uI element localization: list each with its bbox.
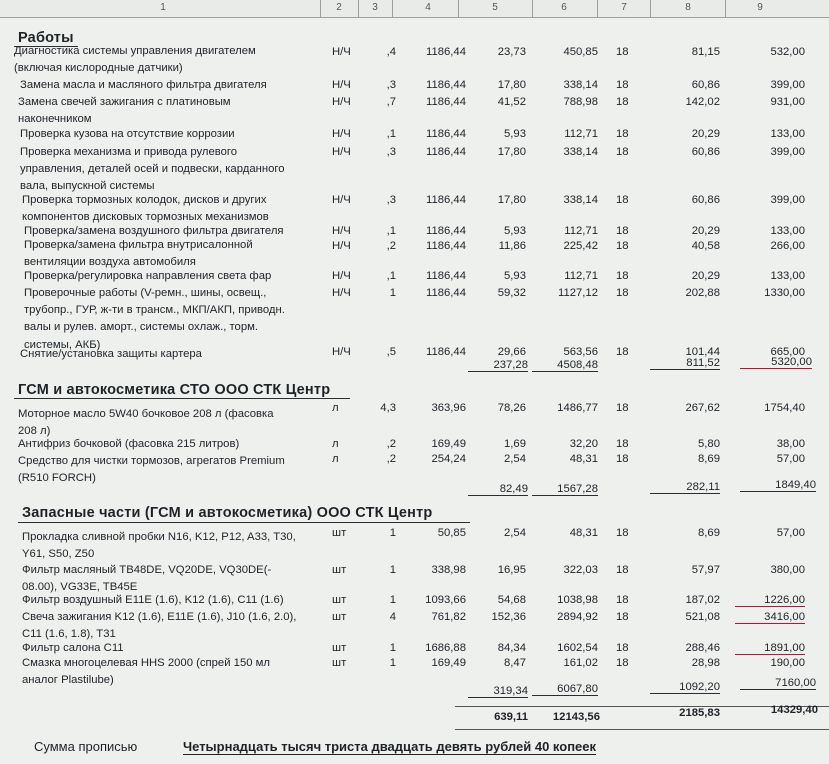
item-description: Замена свечей зажигания с платиновым xyxy=(18,96,231,108)
sum: 338,14 xyxy=(563,79,598,91)
item-description-continued: аналог Plastilube) xyxy=(22,674,114,687)
tax-amount: 81,15 xyxy=(691,46,720,58)
item-description: Проверочные работы (V-ремн., шины, освещ., xyxy=(24,287,267,299)
subtotal-sum: 4508,48 xyxy=(532,359,598,372)
quantity: 1 xyxy=(389,642,396,654)
tax-amount: 8,69 xyxy=(698,527,720,539)
price: 1186,44 xyxy=(426,346,466,358)
tax-rate: 18 xyxy=(616,240,629,252)
vat-amount: 41,52 xyxy=(497,96,526,108)
unit: шт xyxy=(332,527,347,539)
quantity: ,3 xyxy=(386,79,396,91)
sum: 225,42 xyxy=(563,240,598,252)
line-total: 3416,00 xyxy=(735,611,805,624)
tax-amount: 60,86 xyxy=(691,194,720,206)
subtotal-tax: 811,52 xyxy=(650,357,720,370)
sum: 112,71 xyxy=(564,270,598,282)
tax-amount: 20,29 xyxy=(691,128,720,140)
vat-amount: 5,93 xyxy=(504,225,526,237)
vat-amount: 84,34 xyxy=(497,642,526,654)
tax-rate: 18 xyxy=(616,128,629,140)
tax-rate: 18 xyxy=(616,194,629,206)
quantity: ,1 xyxy=(386,128,396,140)
tax-rate: 18 xyxy=(616,46,629,58)
quantity: ,3 xyxy=(386,146,396,158)
unit: Н/Ч xyxy=(332,96,351,108)
section-title-gsm: ГСМ и автокосметика СТО ООО СТК Центр xyxy=(18,382,331,398)
tax-amount: 57,97 xyxy=(691,564,720,576)
line-total: 1891,00 xyxy=(735,642,805,655)
tax-rate: 18 xyxy=(616,287,629,299)
item-description: Фильтр салона C11 xyxy=(22,642,124,654)
item-description: Антифриз бочковой (фасовка 215 литров) xyxy=(18,438,240,450)
tax-amount: 60,86 xyxy=(691,146,720,158)
item-description-continued: (включая кислородные датчики) xyxy=(14,62,183,75)
vat-amount: 23,73 xyxy=(497,46,526,58)
tax-rate: 18 xyxy=(616,594,629,606)
line-total: 399,00 xyxy=(770,194,805,206)
line-total: 380,00 xyxy=(770,564,805,576)
item-description: Средство для чистки тормозов, агрегатов Premium xyxy=(18,455,285,467)
unit: шт xyxy=(332,657,347,669)
unit: Н/Ч xyxy=(332,146,351,158)
item-description: Проверка/замена фильтра внутрисалонной xyxy=(24,239,253,251)
vat-amount: 2,54 xyxy=(504,453,526,465)
unit: Н/Ч xyxy=(332,194,351,206)
quantity: 1 xyxy=(389,657,396,669)
sum: 450,85 xyxy=(563,46,598,58)
subtotal-vat: 82,49 xyxy=(468,483,528,496)
item-description: Проверка/замена воздушного фильтра двигателя xyxy=(24,225,284,237)
sum: 322,03 xyxy=(563,564,598,576)
sum: 338,14 xyxy=(563,194,598,206)
vat-amount: 8,47 xyxy=(504,657,526,669)
item-description: Снятие/установка защиты картера xyxy=(20,348,202,360)
amount-in-words: Четырнадцать тысяч триста двадцать девять рублей 40 копеек xyxy=(183,739,597,754)
unit: Н/Ч xyxy=(332,225,351,237)
price: 254,24 xyxy=(431,453,466,465)
sum: 1486,77 xyxy=(557,402,598,414)
subtotal-total: 5320,00 xyxy=(740,356,812,369)
unit: Н/Ч xyxy=(332,346,351,358)
unit: шт xyxy=(332,564,347,576)
tax-rate: 18 xyxy=(616,642,629,654)
item-description-continued: C11 (1.6, 1.8), T31 xyxy=(22,628,116,641)
tax-rate: 18 xyxy=(616,96,629,108)
sum: 112,71 xyxy=(564,128,598,140)
line-total: 133,00 xyxy=(770,270,805,282)
vat-amount: 17,80 xyxy=(497,79,526,91)
unit: шт xyxy=(332,642,347,654)
quantity: ,5 xyxy=(386,346,396,358)
price: 1186,44 xyxy=(426,146,466,158)
tax-amount: 202,88 xyxy=(685,287,720,299)
unit: л xyxy=(332,402,339,414)
item-description-continued: управления, деталей осей и подвески, карданного xyxy=(20,163,285,176)
column-divider xyxy=(725,0,726,17)
item-description-continued: наконечником xyxy=(18,113,92,126)
quantity: 1 xyxy=(389,527,396,539)
quantity: 1 xyxy=(389,287,396,299)
line-total: 931,00 xyxy=(770,96,805,108)
unit: Н/Ч xyxy=(332,46,351,58)
item-description: Свеча зажигания K12 (1.6), E11E (1.6), J10 (1.6, 2.0), xyxy=(22,611,297,623)
line-total: 1754,40 xyxy=(764,402,805,414)
tax-amount: 101,44 xyxy=(685,346,720,358)
quantity: ,4 xyxy=(386,46,396,58)
tax-rate: 18 xyxy=(616,402,629,414)
sum: 112,71 xyxy=(564,225,598,237)
column-number: 5 xyxy=(492,2,498,13)
quantity: ,1 xyxy=(386,270,396,282)
amount-in-words-label: Сумма прописью xyxy=(34,739,138,754)
price: 338,98 xyxy=(431,564,466,576)
subtotal-sum: 1567,28 xyxy=(532,483,598,496)
price: 761,82 xyxy=(431,611,466,623)
tax-amount: 40,58 xyxy=(691,240,720,252)
subtotal-vat: 237,28 xyxy=(468,359,528,372)
price: 1186,44 xyxy=(426,287,466,299)
vat-amount: 29,66 xyxy=(497,346,526,358)
item-description: Проверка/регулировка направления света фар xyxy=(24,270,272,282)
tax-amount: 267,62 xyxy=(685,402,720,414)
sum: 788,98 xyxy=(563,96,598,108)
line-total: 532,00 xyxy=(770,46,805,58)
tax-amount: 5,80 xyxy=(698,438,720,450)
subtotal-total: 1849,40 xyxy=(740,479,816,492)
price: 50,85 xyxy=(437,527,466,539)
sum: 2894,92 xyxy=(557,611,598,623)
tax-rate: 18 xyxy=(616,438,629,450)
tax-rate: 18 xyxy=(616,270,629,282)
column-divider xyxy=(650,0,651,17)
column-number: 2 xyxy=(336,2,342,13)
grand-total-tax: 2185,83 xyxy=(679,707,720,719)
subtotal-tax: 282,11 xyxy=(650,481,720,494)
line-total: 1226,00 xyxy=(735,594,805,607)
column-divider xyxy=(392,0,393,17)
item-description-continued: валы и рулев. аморт., системы охлаж., торм. xyxy=(24,321,259,334)
tax-rate: 18 xyxy=(616,79,629,91)
unit: л xyxy=(332,438,339,450)
vat-amount: 59,32 xyxy=(497,287,526,299)
line-total: 665,00 xyxy=(770,346,805,358)
item-description-continued: 208 л) xyxy=(18,425,51,438)
quantity: 4 xyxy=(389,611,396,623)
vat-amount: 11,86 xyxy=(498,240,526,252)
price: 1093,66 xyxy=(425,594,466,606)
sum: 161,02 xyxy=(563,657,598,669)
price: 1186,44 xyxy=(426,79,466,91)
section-title-parts: Запасные части (ГСМ и автокосметика) ООО СТК Центр xyxy=(22,505,433,521)
vat-amount: 17,80 xyxy=(497,146,526,158)
item-description-continued: компонентов дисковых тормозных механизмов xyxy=(22,211,269,224)
tax-rate: 18 xyxy=(616,346,629,358)
line-total: 1330,00 xyxy=(764,287,805,299)
quantity: ,2 xyxy=(386,453,396,465)
item-description-continued: вентиляции воздуха автомобиля xyxy=(24,256,196,269)
unit: шт xyxy=(332,611,347,623)
price: 1186,44 xyxy=(426,128,466,140)
item-description: Замена масла и масляного фильтра двигателя xyxy=(20,79,267,91)
item-description-continued: трубопр., ГУР, ж-ти в трансм., МКП/АКП, приводн. xyxy=(24,304,285,317)
tax-rate: 18 xyxy=(616,453,629,465)
tax-rate: 18 xyxy=(616,657,629,669)
item-description: Смазка многоцелевая HHS 2000 (спрей 150 мл xyxy=(22,657,271,669)
price: 1186,44 xyxy=(426,46,466,58)
section-title-works: Работы xyxy=(18,30,74,46)
vat-amount: 17,80 xyxy=(497,194,526,206)
tax-amount: 521,08 xyxy=(685,611,720,623)
vat-amount: 1,69 xyxy=(504,438,526,450)
section-underline xyxy=(14,398,350,399)
column-number: 1 xyxy=(160,2,166,13)
subtotal-tax: 1092,20 xyxy=(650,681,720,694)
item-description: Проверка тормозных колодок, дисков и других xyxy=(22,194,267,206)
unit: Н/Ч xyxy=(332,79,351,91)
price: 1186,44 xyxy=(426,225,466,237)
quantity: 4,3 xyxy=(380,402,396,414)
unit: Н/Ч xyxy=(332,270,351,282)
tax-rate: 18 xyxy=(616,564,629,576)
subtotal-total: 7160,00 xyxy=(740,677,816,690)
item-description-continued: 08.00), VG33E, TB45E xyxy=(22,581,138,594)
tax-amount: 288,46 xyxy=(685,642,720,654)
item-description-continued: Y61, S50, Z50 xyxy=(22,548,95,561)
line-total: 133,00 xyxy=(770,225,805,237)
price: 1186,44 xyxy=(426,270,466,282)
tax-rate: 18 xyxy=(616,225,629,237)
unit: л xyxy=(332,453,339,465)
tax-amount: 20,29 xyxy=(691,225,720,237)
quantity: ,3 xyxy=(386,194,396,206)
item-description-continued: (R510 FORCH) xyxy=(18,472,96,485)
column-number-header xyxy=(0,0,829,18)
item-description: Фильтр масляный TB48DE, VQ20DE, VQ30DE(- xyxy=(22,564,272,576)
item-description: Моторное масло 5W40 бочковое 208 л (фасовка xyxy=(18,408,274,420)
column-divider xyxy=(358,0,359,17)
line-total: 133,00 xyxy=(770,128,805,140)
sum: 1602,54 xyxy=(557,642,598,654)
unit: Н/Ч xyxy=(332,287,351,299)
sum: 48,31 xyxy=(569,527,598,539)
line-total: 57,00 xyxy=(776,453,805,465)
quantity: ,7 xyxy=(386,96,396,108)
price: 1186,44 xyxy=(426,194,466,206)
subtotal-vat: 319,34 xyxy=(468,685,528,698)
column-number: 9 xyxy=(757,2,763,13)
vat-amount: 2,54 xyxy=(504,527,526,539)
line-total: 399,00 xyxy=(770,79,805,91)
tax-amount: 20,29 xyxy=(691,270,720,282)
line-total: 399,00 xyxy=(770,146,805,158)
column-number: 4 xyxy=(425,2,431,13)
unit: шт xyxy=(332,594,347,606)
tax-rate: 18 xyxy=(616,611,629,623)
unit: Н/Ч xyxy=(332,240,351,252)
quantity: ,2 xyxy=(386,240,396,252)
vat-amount: 152,36 xyxy=(491,611,526,623)
item-description: Диагностика системы управления двигателем xyxy=(14,45,256,57)
subtotal-sum: 6067,80 xyxy=(532,683,598,696)
price: 1186,44 xyxy=(426,240,466,252)
item-description: Прокладка сливной пробки N16, K12, P12, A33, T30, xyxy=(22,531,296,543)
tax-amount: 187,02 xyxy=(685,594,720,606)
sum: 1127,12 xyxy=(558,287,598,299)
column-number: 8 xyxy=(685,2,691,13)
quantity: 1 xyxy=(389,564,396,576)
price: 169,49 xyxy=(431,438,466,450)
vat-amount: 54,68 xyxy=(497,594,526,606)
quantity: ,1 xyxy=(386,225,396,237)
sum: 563,56 xyxy=(563,346,598,358)
price: 169,49 xyxy=(431,657,466,669)
column-number: 6 xyxy=(561,2,567,13)
tax-amount: 28,98 xyxy=(691,657,720,669)
section-underline xyxy=(18,522,470,523)
sum: 32,20 xyxy=(569,438,598,450)
tax-rate: 18 xyxy=(616,146,629,158)
column-number: 3 xyxy=(372,2,378,13)
sum: 1038,98 xyxy=(557,594,598,606)
item-description: Фильтр воздушный E11E (1.6), K12 (1.6), C11 (1.6) xyxy=(22,594,284,606)
column-divider xyxy=(597,0,598,17)
column-number: 7 xyxy=(621,2,627,13)
column-divider xyxy=(532,0,533,17)
price: 363,96 xyxy=(431,402,466,414)
tax-amount: 142,02 xyxy=(685,96,720,108)
grand-total-sum: 12143,56 xyxy=(552,711,600,723)
tax-rate: 18 xyxy=(616,527,629,539)
vat-amount: 5,93 xyxy=(504,270,526,282)
unit: Н/Ч xyxy=(332,128,351,140)
sum: 48,31 xyxy=(569,453,598,465)
column-divider xyxy=(320,0,321,17)
price: 1686,88 xyxy=(425,642,466,654)
line-total: 38,00 xyxy=(776,438,805,450)
item-description-continued: вала, выпускной системы xyxy=(20,180,155,193)
grand-total: 14329,40 xyxy=(770,704,818,716)
sum: 338,14 xyxy=(563,146,598,158)
grand-total-vat: 639,11 xyxy=(494,711,528,723)
vat-amount: 16,95 xyxy=(497,564,526,576)
quantity: ,2 xyxy=(386,438,396,450)
item-description: Проверка кузова на отсутствие коррозии xyxy=(20,128,235,140)
item-description: Проверка механизма и привода рулевого xyxy=(20,146,238,158)
item-description-continued: системы, АКБ) xyxy=(24,338,101,351)
column-divider xyxy=(458,0,459,17)
line-total: 57,00 xyxy=(776,527,805,539)
quantity: 1 xyxy=(389,594,396,606)
line-total: 266,00 xyxy=(770,240,805,252)
tax-amount: 60,86 xyxy=(691,79,720,91)
line-total: 190,00 xyxy=(770,657,805,669)
vat-amount: 78,26 xyxy=(497,402,526,414)
tax-amount: 8,69 xyxy=(698,453,720,465)
vat-amount: 5,93 xyxy=(504,128,526,140)
price: 1186,44 xyxy=(426,96,466,108)
